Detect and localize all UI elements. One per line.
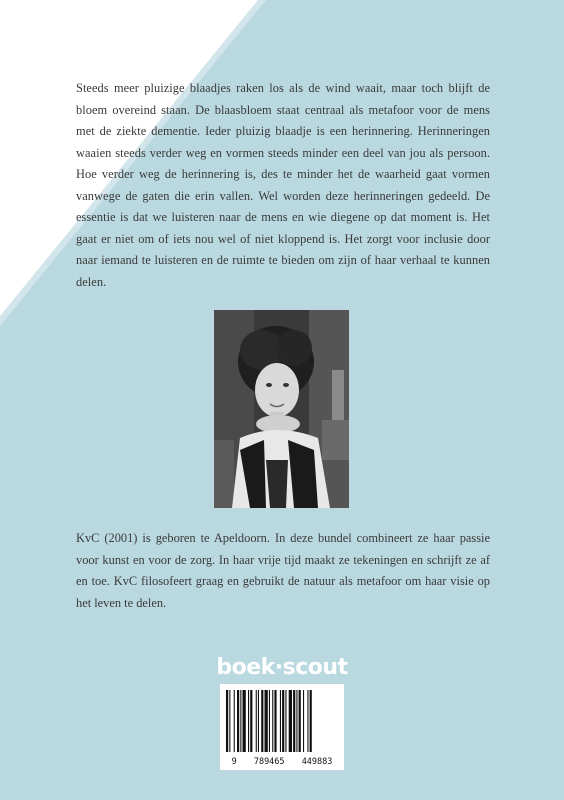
barcode-digit-group: 9 [231, 757, 237, 767]
back-cover-blurb: Steeds meer pluizige blaadjes raken los als de wind waait, maar toch blijft de bloem overeind staan. De blaasbloem staat centraal als metafoor voor de mens met de ziekte dementie. Ieder pluizig blaadje is een herinnering. Herinneringen waaien steeds verder weg en vormen steeds minder een deel van jou als persoon. Hoe verder weg de herinnering is, des te minder het de waarheid gaat vormen vanwege de gaten die erin vallen. Wel worden deze herinneringen gedeeld. De essentie is dat we luisteren naar de mens en wie diegene op dat moment is. Het gaat er niet om of iets nou wel of niet kloppend is. Het zorgt voor inclusie door naar iemand te luisteren en de ruimte te bieden om zijn of haar verhaal te kunnen delen. [76, 81, 490, 289]
barcode-bars [226, 690, 338, 752]
author-photo [214, 310, 349, 508]
isbn-barcode [220, 684, 344, 770]
barcode-digit-group: 449883 [301, 757, 333, 767]
author-bio: KvC (2001) is geboren te Apeldoorn. In deze bundel combineert ze haar passie voor kunst en voor de zorg. In haar vrije tijd maakt ze tekeningen en schrijft ze af en toe. KvC filosofeert graag en gebruikt de natuur als metafoor om haar visie op het leven te delen. [76, 531, 490, 610]
barcode-digits [220, 757, 344, 767]
publisher-logo: boek·scout [216, 655, 348, 680]
barcode-digit-group: 789465 [253, 757, 285, 767]
